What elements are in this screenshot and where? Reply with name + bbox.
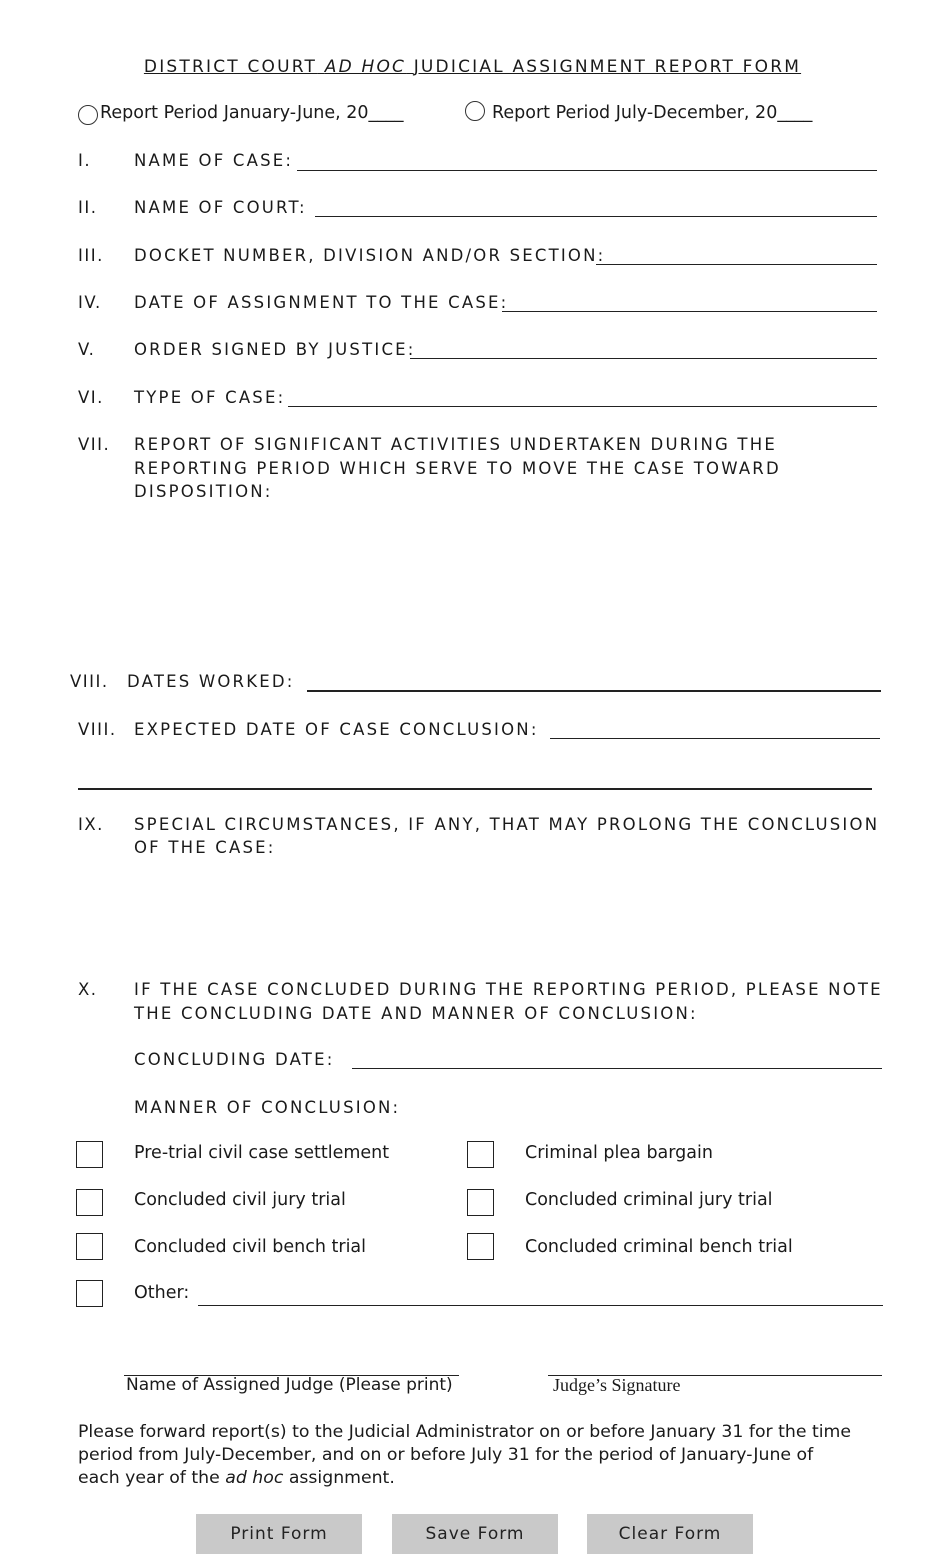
criminal-jury-label: Concluded criminal jury trial (525, 1190, 773, 1210)
other-label: Other: (134, 1283, 190, 1303)
footer-note-line2: period from July-December, and on or before July 31 for the period of January-June of (78, 1445, 814, 1465)
concluding-date-input[interactable] (352, 1046, 886, 1070)
section-viii-number: VIII. (70, 672, 109, 691)
checkbox-civil-bench[interactable] (76, 1233, 103, 1260)
expected-conclusion-label: EXPECTED DATE OF CASE CONCLUSION: (134, 720, 539, 739)
special-circumstances-line1: SPECIAL CIRCUMSTANCES, IF ANY, THAT MAY PROLONG THE CONCLUSION (134, 815, 880, 834)
section-ix-number: IX. (78, 815, 104, 834)
clear-form-button[interactable]: Clear Form (587, 1514, 753, 1554)
checkbox-pretrial-civil[interactable] (76, 1141, 103, 1168)
section-viii-b-number: VIII. (78, 720, 117, 739)
judge-name-label: Name of Assigned Judge (Please print) (126, 1375, 453, 1395)
date-of-assignment-label: DATE OF ASSIGNMENT TO THE CASE: (134, 293, 509, 312)
name-of-case-input[interactable] (297, 148, 881, 172)
radio-jan-june-label: Report Period January-June, 20____ (100, 103, 404, 123)
expected-conclusion-input[interactable] (550, 716, 884, 740)
section-vii-number: VII. (78, 435, 111, 454)
section-v-number: V. (78, 340, 96, 359)
checkbox-civil-jury[interactable] (76, 1189, 103, 1216)
pretrial-civil-label: Pre-trial civil case settlement (134, 1143, 390, 1163)
section-vi-number: VI. (78, 388, 104, 407)
radio-jul-dec-label: Report Period July-December, 20____ (492, 103, 813, 123)
print-form-button[interactable]: Print Form (196, 1514, 362, 1554)
docket-number-input[interactable] (596, 242, 881, 266)
section-ii-number: II. (78, 198, 98, 217)
civil-bench-label: Concluded civil bench trial (134, 1237, 367, 1257)
judge-name-input[interactable] (124, 1353, 463, 1377)
checkbox-criminal-plea[interactable] (467, 1141, 494, 1168)
name-of-court-input[interactable] (315, 194, 881, 218)
criminal-plea-label: Criminal plea bargain (525, 1143, 713, 1163)
title-prefix: DISTRICT COURT (143, 57, 318, 77)
other-input[interactable] (198, 1283, 887, 1307)
special-circumstances-line2: OF THE CASE: (134, 838, 276, 857)
docket-number-label: DOCKET NUMBER, DIVISION AND/OR SECTION: (134, 246, 606, 265)
section-iv-number: IV. (78, 293, 102, 312)
footer-note-line1: Please forward report(s) to the Judicial Administrator on or before January 31 for the time (78, 1422, 852, 1442)
footer-line3-italic: ad hoc (225, 1468, 284, 1488)
section-x-number: X. (78, 980, 98, 999)
activities-label-line3: DISPOSITION: (134, 482, 273, 501)
title-suffix: JUDICIAL ASSIGNMENT REPORT FORM (413, 57, 802, 77)
manner-of-conclusion-label: MANNER OF CONCLUSION: (134, 1098, 401, 1117)
checkbox-other[interactable] (76, 1280, 103, 1307)
civil-jury-label: Concluded civil jury trial (134, 1190, 346, 1210)
radio-jul-dec[interactable] (465, 101, 485, 121)
dates-worked-label: DATES WORKED: (127, 672, 295, 691)
dates-worked-input[interactable] (307, 668, 885, 692)
type-of-case-input[interactable] (288, 384, 881, 408)
case-concluded-line2: THE CONCLUDING DATE AND MANNER OF CONCLUSION: (134, 1004, 698, 1023)
judge-signature-input[interactable] (548, 1353, 886, 1377)
activities-label-line2: REPORTING PERIOD WHICH SERVE TO MOVE THE CASE TOWARD (134, 459, 781, 478)
order-signed-label: ORDER SIGNED BY JUSTICE: (134, 340, 416, 359)
activities-label-line1: REPORT OF SIGNIFICANT ACTIVITIES UNDERTAKEN DURING THE (134, 435, 777, 454)
order-signed-input[interactable] (410, 336, 881, 360)
checkbox-criminal-bench[interactable] (467, 1233, 494, 1260)
special-circumstances-textarea[interactable] (134, 864, 883, 978)
section-i-number: I. (78, 151, 92, 170)
judge-signature-label: Judge’s Signature (553, 1375, 681, 1395)
footer-line3-prefix: each year of the (78, 1468, 226, 1488)
name-of-case-label: NAME OF CASE: (134, 151, 294, 170)
criminal-bench-label: Concluded criminal bench trial (525, 1237, 793, 1257)
radio-jan-june[interactable] (78, 105, 98, 125)
concluding-date-label: CONCLUDING DATE: (134, 1050, 335, 1069)
form-title (0, 57, 945, 77)
checkbox-criminal-jury[interactable] (467, 1189, 494, 1216)
activities-textarea[interactable] (134, 508, 883, 662)
case-concluded-line1: IF THE CASE CONCLUDED DURING THE REPORTING PERIOD, PLEASE NOTE (134, 980, 883, 999)
section-iii-number: III. (78, 246, 104, 265)
title-italic: AD HOC (324, 57, 407, 77)
type-of-case-label: TYPE OF CASE: (134, 388, 286, 407)
footer-line3-suffix: assignment. (283, 1468, 395, 1488)
save-form-button[interactable]: Save Form (392, 1514, 558, 1554)
section-divider (78, 788, 872, 790)
footer-note-line3 (78, 1468, 395, 1488)
date-of-assignment-input[interactable] (502, 289, 881, 313)
name-of-court-label: NAME OF COURT: (134, 198, 307, 217)
